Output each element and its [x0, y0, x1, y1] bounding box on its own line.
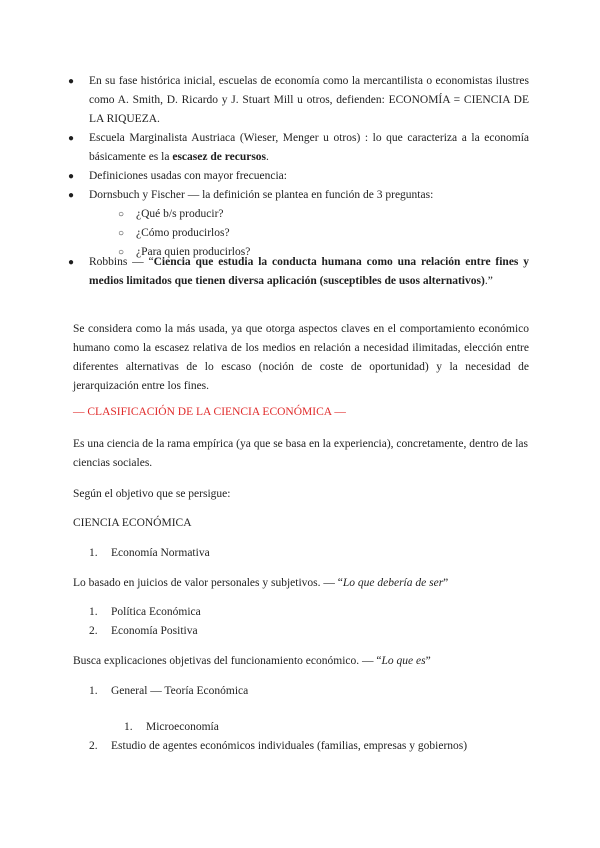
item-number: 1.: [89, 547, 98, 559]
numbered-item-positiva: [89, 622, 198, 641]
question-text: ¿Qué b/s producir?: [136, 208, 224, 220]
item-text: Economía Positiva: [111, 625, 198, 637]
bullet-bold-text: escasez de recursos: [172, 151, 267, 163]
paragraph-mas-usada: Se considera como la más usada, ya que otorga aspectos claves en el comportamiento económico humano como la escasez relativa de los medios en relación a necesidad ilimitadas, elección entre diferentes alternativas de lo escaso (noción de coste de oportunidad) y la necesidad de jerarquización entre los fines.: [73, 323, 529, 392]
bullet-item-dornsbuch: [68, 186, 529, 205]
bullet-item-historica: [68, 72, 529, 129]
bullet-text: Robbins — “: [89, 256, 154, 268]
paragraph-normativa: [73, 574, 529, 593]
bullet-icon: ●: [68, 190, 75, 201]
paragraph-objetivo: Según el objetivo que se persigue:: [73, 488, 231, 500]
subheading-ciencia-economica: CIENCIA ECONÓMICA: [73, 517, 192, 529]
circle-bullet-icon: ○: [118, 247, 125, 258]
section-heading: — CLASIFICACIÓN DE LA CIENCIA ECONÓMICA —: [73, 406, 346, 418]
item-number: 1.: [124, 721, 133, 733]
bullet-item-robbins: [68, 253, 529, 291]
question-text: ¿Cómo producirlos?: [136, 227, 230, 239]
item-number: 1.: [89, 606, 98, 618]
para-text: Busca explicaciones objetivas del funcionamiento económico. — “: [73, 655, 382, 667]
item-text: Microeconomía: [146, 721, 219, 733]
para-text: Lo basado en juicios de valor personales y subjetivos. — “: [73, 577, 343, 589]
bullet-icon: ●: [68, 171, 75, 182]
bullet-item-definiciones: [68, 167, 529, 186]
bullet-text: Dornsbuch y Fischer — la definición se plantea en función de 3 preguntas:: [89, 189, 434, 201]
item-text: Estudio de agentes económicos individuales (familias, empresas y gobiernos): [111, 740, 468, 752]
numbered-item-politica: [89, 603, 201, 622]
bullet-icon: ●: [68, 76, 75, 87]
bullet-text: Escuela Marginalista Austriaca (Wieser, Menger u otros) : lo que caracteriza a la economía básicamente es la: [89, 132, 529, 163]
item-number: 2.: [89, 740, 98, 752]
para-italic-text: Lo que es: [381, 655, 426, 667]
question-item: [118, 205, 224, 224]
question-text: ¿Para quien producirlos?: [136, 246, 251, 258]
bullet-text-end: .”: [484, 275, 493, 287]
bullet-icon: ●: [68, 133, 75, 144]
item-number: 2.: [89, 625, 98, 637]
bullet-icon: ●: [68, 257, 75, 268]
bullet-bold-text: Ciencia que estudia la conducta humana como una relación entre fines y medios limitados que tienen diversa aplicación (susceptibles de usos alternativos): [89, 256, 529, 287]
paragraph-empirica: Es una ciencia de la rama empírica (ya que se basa en la experiencia), concretamente, dentro de las ciencias sociales.: [73, 438, 528, 469]
item-text: Economía Normativa: [111, 547, 210, 559]
para-text-end: ”: [425, 655, 431, 667]
para-italic-text: Lo que debería de ser: [342, 577, 444, 589]
para-text-end: ”: [443, 577, 449, 589]
question-item: [118, 224, 230, 243]
paragraph-positiva: [73, 652, 529, 671]
numbered-item-microeconomia: [124, 718, 219, 737]
circle-bullet-icon: ○: [118, 228, 125, 239]
bullet-text: Definiciones usadas con mayor frecuencia:: [89, 170, 287, 182]
bullet-text-end: .: [266, 151, 269, 163]
numbered-item-estudio-agentes: [89, 737, 468, 756]
circle-bullet-icon: ○: [118, 209, 125, 220]
numbered-item-normativa: [89, 544, 210, 563]
bullet-text: En su fase histórica inicial, escuelas de economía como la mercantilista o economistas ilustres como A. Smith, D. Ricardo y J. Stuart Mill u otros, defienden: ECONOMÍA = CIENCIA DE LA RIQUEZA.: [89, 75, 529, 125]
item-text: General — Teoría Económica: [111, 685, 249, 697]
bullet-item-marginalista: [68, 129, 529, 167]
item-text: Política Económica: [111, 606, 201, 618]
numbered-item-general: [89, 682, 249, 701]
item-number: 1.: [89, 685, 98, 697]
